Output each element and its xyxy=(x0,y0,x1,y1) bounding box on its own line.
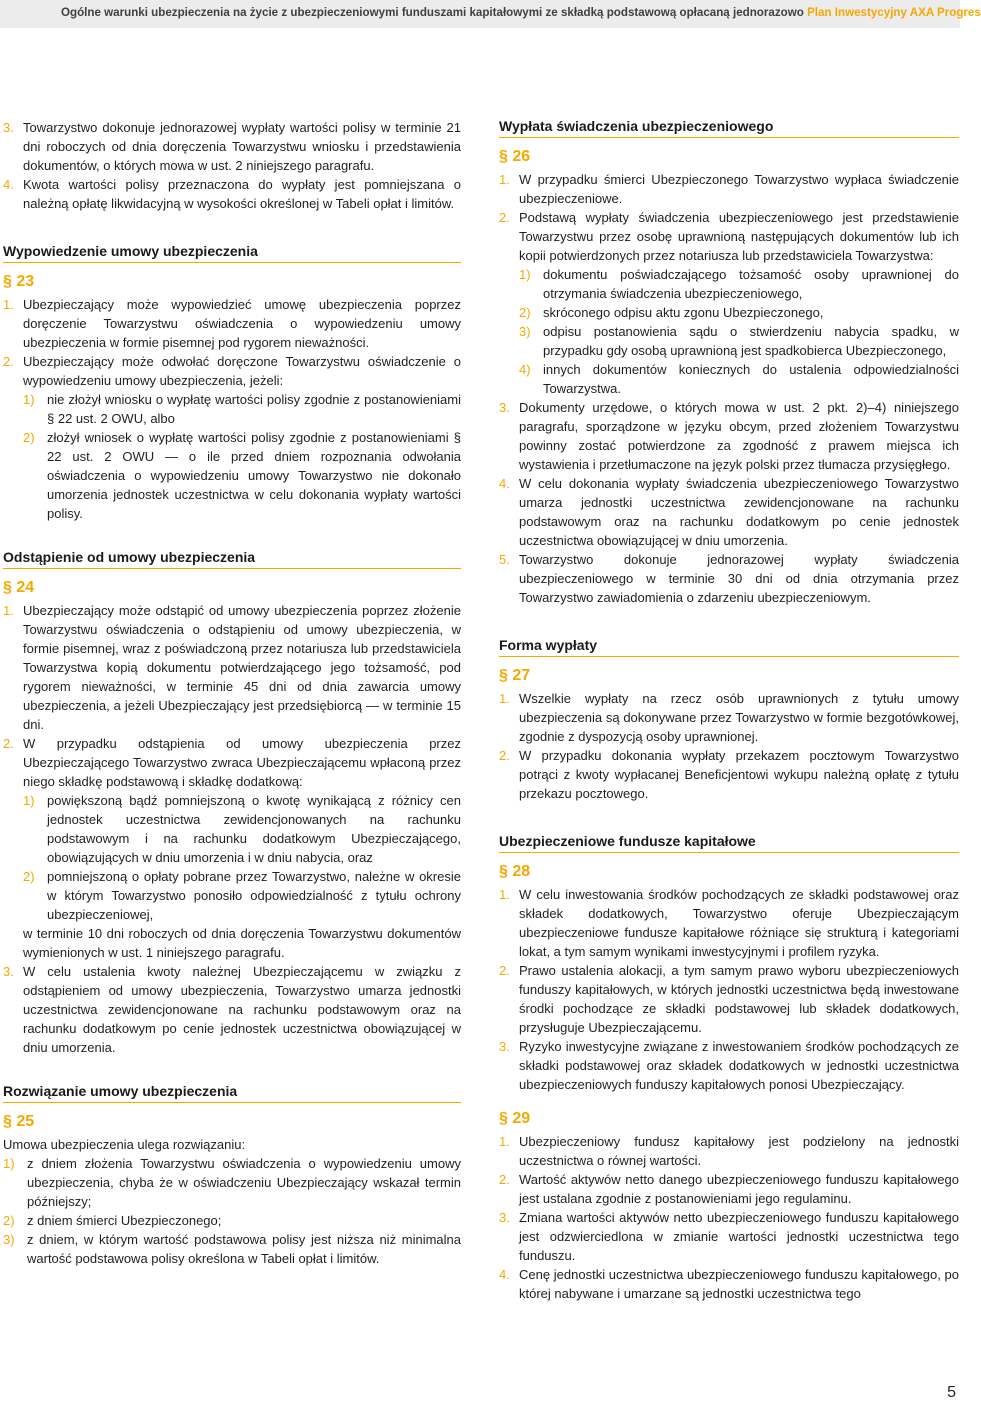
item-number: 1. xyxy=(499,887,510,902)
paragraph-item xyxy=(499,1170,959,1208)
sub-item-number: 2) xyxy=(3,1213,15,1228)
sub-item xyxy=(23,390,461,428)
sub-item-number: 1) xyxy=(23,793,35,808)
continuation-text: w terminie 10 dni roboczych od dnia doręczenia Towarzystwu dokumentów wymienionych w ust. 1 niniejszego paragrafu. xyxy=(23,926,461,960)
paragraph-item xyxy=(3,962,461,1057)
sub-item-text: dokumentu poświadczającego tożsamość osoby uprawnionej do otrzymania świadczenia ubezpieczeniowego, xyxy=(543,267,959,301)
header-title: Ogólne warunki ubezpieczenia na życie z ubezpieczeniowymi funduszami kapitałowymi ze składką podstawową opłacaną jednorazowo xyxy=(61,6,804,19)
item-text: W przypadku odstąpienia od umowy ubezpieczenia przez Ubezpieczającego Towarzystwo zwraca Ubezpieczającemu wpłaconą przez niego składkę podstawową i składkę dodatkową: xyxy=(23,736,461,789)
paragraph-item xyxy=(499,961,959,1037)
paragraph-item xyxy=(499,474,959,550)
sub-item xyxy=(519,360,959,398)
item-number: 3. xyxy=(499,1039,510,1054)
sub-item-text: z dniem złożenia Towarzystwu oświadczenia o wypowiedzeniu umowy ubezpieczenia, chyba że w oświadczeniu Ubezpieczający wskazał termin późniejszy; xyxy=(27,1156,461,1209)
sub-item-text: skróconego odpisu aktu zgonu Ubezpieczonego, xyxy=(543,305,824,320)
item-number: 2. xyxy=(499,210,510,225)
sub-item xyxy=(23,867,461,924)
item-text: Ubezpieczający może odstąpić od umowy ubezpieczenia poprzez złożenie Towarzystwu oświadczenia o odstąpieniu od umowy ubezpieczenia, w formie pisemnej, wraz z poświadczoną przez notariusza lub przedstawiciela Towarzystwa kopią dokumentu potwierdzającego jego tożsamość, pod rygorem nieważności, w terminie 45 dni od dnia zawarcia umowy ubezpieczenia, a jeżeli Ubezpieczający jest przedsiębiorcą — w terminie 15 dni. xyxy=(23,603,461,732)
section-heading: Ubezpieczeniowe fundusze kapitałowe xyxy=(499,833,959,853)
paragraph-sign: § 24 xyxy=(3,579,35,596)
lead-text: Umowa ubezpieczenia ulega rozwiązaniu: xyxy=(3,1137,246,1152)
sub-item-number: 1) xyxy=(519,267,531,282)
sub-item-text: nie złożył wniosku o wypłatę wartości polisy zgodnie z postanowieniami § 22 ust. 2 OWU, albo xyxy=(47,392,461,426)
paragraph-sign: § 27 xyxy=(499,667,531,684)
paragraph-item xyxy=(499,550,959,607)
item-text: Prawo ustalenia alokacji, a tym samym prawo wyboru ubezpieczeniowych funduszy kapitałowych, w których jednostki uczestnictwa będą inwestowane środki pochodzące ze składki podstawowej lub składek dodatkowych, przysługuje Ubezpieczającemu. xyxy=(519,963,959,1035)
item-text: Ubezpieczający może odwołać doręczone Towarzystwu oświadczenie o wypowiedzeniu umowy ubezpieczenia, jeżeli: xyxy=(23,354,461,388)
item-text: Ubezpieczeniowy fundusz kapitałowy jest podzielony na jednostki uczestnictwa o równej wartości. xyxy=(519,1134,959,1168)
item-number: 2. xyxy=(499,1172,510,1187)
paragraph-sign: § 28 xyxy=(499,863,531,880)
sub-item-text: pomniejszoną o opłaty pobrane przez Towarzystwo, należne w okresie w którym Towarzystwo ponosiło odpowiedzialność z tytułu ochrony ubezpieczeniowej, xyxy=(47,869,461,922)
paragraph-item xyxy=(499,1265,959,1303)
section-heading: Rozwiązanie umowy ubezpieczenia xyxy=(3,1083,461,1103)
sub-item-number: 2) xyxy=(23,430,35,445)
item-number: 3. xyxy=(3,120,14,135)
paragraph-item xyxy=(499,689,959,746)
paragraph-item xyxy=(499,398,959,474)
paragraph-sign: § 25 xyxy=(3,1113,35,1130)
item-number: 1. xyxy=(3,297,14,312)
item-number: 2. xyxy=(3,736,14,751)
sub-item-text: z dniem śmierci Ubezpieczonego; xyxy=(27,1213,222,1228)
sub-item-text: złożył wniosek o wypłatę wartości polisy zgodnie z postanowieniami § 22 ust. 2 OWU — o ile przed dniem rozpoznania odwołania oświadczenia o wypowiedzeniu umowy Towarzystwo nie dokonało umorzenia jednostek uczestnictwa w celu dokonania wypłaty wartości polisy. xyxy=(47,430,461,521)
item-number: 2. xyxy=(499,748,510,763)
sub-item-text: innych dokumentów koniecznych do ustalenia odpowiedzialności Towarzystwa. xyxy=(543,362,959,396)
paragraph-item xyxy=(3,352,461,390)
sub-item-number: 4) xyxy=(519,362,531,377)
sub-item xyxy=(23,428,461,523)
paragraph-item xyxy=(3,175,461,213)
item-number: 1. xyxy=(499,691,510,706)
item-number: 4. xyxy=(3,177,14,192)
item-text: Towarzystwo dokonuje jednorazowej wypłaty świadczenia ubezpieczeniowego w terminie 30 dni od dnia otrzymania przez Towarzystwo zawiadomienia o zdarzeniu ubezpieczeniowym. xyxy=(519,552,959,605)
item-text: W przypadku dokonania wypłaty przekazem pocztowym Towarzystwo potrąci z kwoty wypłacanej Beneficjentowi wykupu należną opłatę z tytułu przekazu pocztowego. xyxy=(519,748,959,801)
item-text: Kwota wartości polisy przeznaczona do wypłaty jest pomniejszana o należną opłatę likwidacyjną w wysokości określonej w Tabeli opłat i limitów. xyxy=(23,177,461,211)
item-text: Ubezpieczający może wypowiedzieć umowę ubezpieczenia poprzez doręczenie Towarzystwu oświadczenia o wypowiedzeniu umowy ubezpieczenia w formie pisemnej pod rygorem nieważności. xyxy=(23,297,461,350)
item-number: 2. xyxy=(3,354,14,369)
item-text: W celu inwestowania środków pochodzących ze składki podstawowej oraz składek dodatkowych, Towarzystwo oferuje Ubezpieczającym ubezpieczeniowe fundusze kapitałowe różniące się strukturą i kategoriami lokat, a tym samym wynikami inwestycyjnymi i profilem ryzyka. xyxy=(519,887,959,959)
item-text: Ryzyko inwestycyjne związane z inwestowaniem środków pochodzących ze składki podstawowej oraz składek dodatkowych w jednostki uczestnictwa ubezpieczeniowych funduszy kapitałowych ponosi Ubezpieczający. xyxy=(519,1039,959,1092)
item-number: 3. xyxy=(3,964,14,979)
item-text: Wszelkie wypłaty na rzecz osób uprawnionych z tytułu umowy ubezpieczenia są dokonywane przez Towarzystwo w formie bezgotówkowej, zgodnie z dyspozycją osoby uprawnionej. xyxy=(519,691,959,744)
sub-item xyxy=(519,265,959,303)
paragraph-item xyxy=(499,885,959,961)
paragraph-item xyxy=(499,1037,959,1094)
paragraph-sign: § 29 xyxy=(499,1110,531,1127)
item-number: 1. xyxy=(499,1134,510,1149)
section-heading: Odstąpienie od umowy ubezpieczenia xyxy=(3,549,461,569)
left-column xyxy=(3,118,461,1268)
sub-item-text: powiększoną bądź pomniejszoną o kwotę wynikającą z różnicy cen jednostek uczestnictwa zewidencjonowanych na rachunku podstawowym i na rachunku dodatkowym Ubezpieczającego, obowiązujących w dniu umorzenia i w dniu nabycia, oraz xyxy=(47,793,461,865)
sub-item xyxy=(23,791,461,867)
item-text: Zmiana wartości aktywów netto ubezpieczeniowego funduszu kapitałowego jest odzwierciedlona w zmianie wartości jednostki uczestnictwa tego funduszu. xyxy=(519,1210,959,1263)
sub-item-number: 2) xyxy=(23,869,35,884)
item-number: 3. xyxy=(499,1210,510,1225)
sub-item xyxy=(519,303,959,322)
sub-item xyxy=(519,322,959,360)
item-number: 2. xyxy=(499,963,510,978)
item-text: Podstawą wypłaty świadczenia ubezpieczeniowego jest przedstawienie Towarzystwu przez osobę uprawnioną następujących dokumentów lub ich kopii potwierdzonych przez notariusza lub przedstawiciela Towarzystwa: xyxy=(519,210,959,263)
sub-item-number: 3) xyxy=(3,1232,15,1247)
item-text: Cenę jednostki uczestnictwa ubezpieczeniowego funduszu kapitałowego, po której nabywane i umarzane są jednostki uczestnictwa tego xyxy=(519,1267,959,1301)
sub-item-text: z dniem, w którym wartość podstawowa polisy jest niższa niż minimalna wartość podstawowa polisy określona w Tabeli opłat i limitów. xyxy=(27,1232,461,1266)
item-text: Wartość aktywów netto danego ubezpieczeniowego funduszu kapitałowego jest ustalana zgodnie z postanowieniami jego regulaminu. xyxy=(519,1172,959,1206)
item-text: Towarzystwo dokonuje jednorazowej wypłaty wartości polisy w terminie 21 dni roboczych od dnia doręczenia Towarzystwu wniosku i przedstawienia dokumentów, o których mowa w ust. 2 niniejszego paragrafu. xyxy=(23,120,461,173)
right-column xyxy=(499,118,959,1303)
section-heading: Wypowiedzenie umowy ubezpieczenia xyxy=(3,243,461,263)
section-heading: Wypłata świadczenia ubezpieczeniowego xyxy=(499,118,959,138)
item-number: 5. xyxy=(499,552,510,567)
item-number: 1. xyxy=(499,172,510,187)
item-number: 1. xyxy=(3,603,14,618)
paragraph-item xyxy=(3,118,461,175)
sub-item xyxy=(3,1211,461,1230)
paragraph-item xyxy=(499,208,959,265)
item-text: W przypadku śmierci Ubezpieczonego Towarzystwo wypłaca świadczenie ubezpieczeniowe. xyxy=(519,172,959,206)
paragraph-item xyxy=(3,601,461,734)
page-number: 5 xyxy=(947,1384,956,1401)
paragraph-item xyxy=(499,170,959,208)
item-number: 4. xyxy=(499,1267,510,1282)
item-text: W celu dokonania wypłaty świadczenia ubezpieczeniowego Towarzystwo umarza jednostki uczestnictwa zewidencjonowane na rachunku podstawowym oraz na rachunku dodatkowym po cenie jednostek uczestnictwa obowiązującej w dniu umorzenia. xyxy=(519,476,959,548)
paragraph-sign: § 26 xyxy=(499,148,531,165)
paragraph-sign: § 23 xyxy=(3,273,35,290)
item-number: 4. xyxy=(499,476,510,491)
paragraph-item xyxy=(499,1208,959,1265)
header-product: Plan Inwestycyjny AXA Progres xyxy=(807,6,981,19)
item-text: W celu ustalenia kwoty należnej Ubezpieczającemu w związku z odstąpieniem od umowy ubezpieczenia, Towarzystwo umarza jednostki uczestnictwa zewidencjonowane na rachunku podstawowym oraz na rachunku dodatkowym po cenie jednostek uczestnictwa obowiązującej w dniu umorzenia. xyxy=(23,964,461,1055)
paragraph-item xyxy=(3,734,461,791)
sub-item-text: odpisu postanowienia sądu o stwierdzeniu nabycia spadku, w przypadku gdy osobą uprawnioną jest spadkobierca Ubezpieczonego, xyxy=(543,324,959,358)
header-text xyxy=(61,6,981,19)
item-number: 3. xyxy=(499,400,510,415)
paragraph-item xyxy=(3,295,461,352)
sub-item-number: 2) xyxy=(519,305,531,320)
sub-item xyxy=(3,1230,461,1268)
sub-item-number: 1) xyxy=(3,1156,15,1171)
item-text: Dokumenty urzędowe, o których mowa w ust. 2 pkt. 2)–4) niniejszego paragrafu, sporządzone w języku obcym, przed złożeniem Towarzystwu powinny zostać potwierdzone za zgodność z prawem miejsca ich wystawienia i przetłumaczone na język polski przez tłumacza przysięgłego. xyxy=(519,400,959,472)
running-header xyxy=(0,0,981,28)
sub-item-number: 3) xyxy=(519,324,531,339)
sub-item-number: 1) xyxy=(23,392,35,407)
sub-item xyxy=(3,1154,461,1211)
paragraph-item xyxy=(499,1132,959,1170)
section-heading: Forma wypłaty xyxy=(499,637,959,657)
paragraph-item xyxy=(499,746,959,803)
